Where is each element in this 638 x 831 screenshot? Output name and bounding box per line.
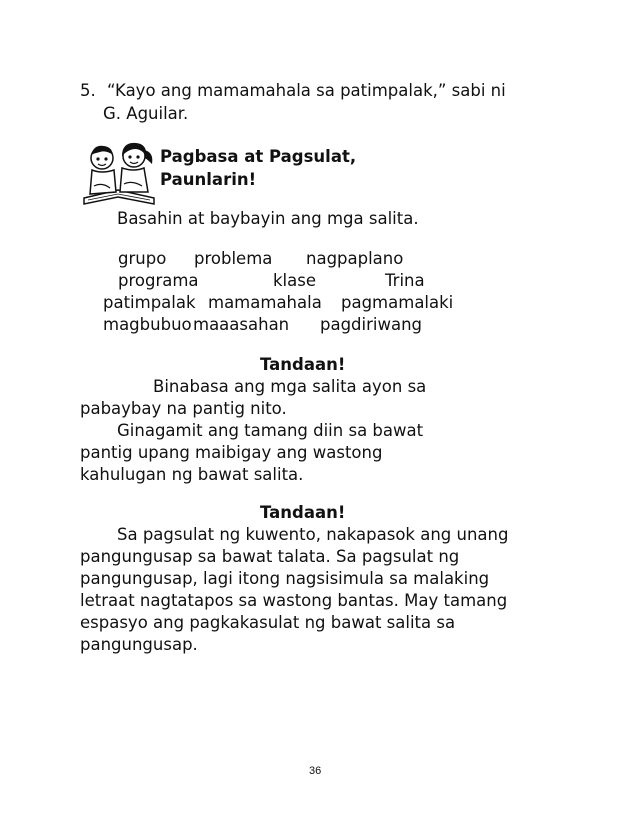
lesson-title-line-1: Pagbasa at Pagsulat, <box>160 147 357 166</box>
lesson-title-line-2: Paunlarin! <box>160 170 257 189</box>
children-reading-book-icon <box>78 140 162 210</box>
word-item: pagdiriwang <box>320 315 423 334</box>
tandaan-line: Binabasa ang mga salita ayon sa <box>153 377 427 396</box>
tandaan-line: Ginagamit ang tamang diin sa bawat <box>117 421 424 440</box>
tandaan-line: letraat nagtatapos sa wastong bantas. May tamang <box>80 591 508 610</box>
tandaan-line: pangungusap sa bawat talata. Sa pagsulat ng <box>80 547 460 566</box>
instruction-text: Basahin at baybayin ang mga salita. <box>117 209 419 228</box>
word-item: Trina <box>385 271 425 290</box>
tandaan-line: Sa pagsulat ng kuwento, nakapasok ang unang <box>117 525 509 544</box>
tandaan-line: pangungusap. <box>80 635 198 654</box>
word-item: problema <box>194 249 273 268</box>
word-item: pagmamalaki <box>341 293 454 312</box>
word-item: programa <box>118 271 199 290</box>
item-text-line-1: “Kayo ang mamamahala sa patimpalak,” sabi ni <box>107 81 506 100</box>
word-item: grupo <box>118 249 167 268</box>
word-item: nagpaplano <box>306 249 404 268</box>
item-number: 5. <box>80 81 96 100</box>
tandaan-line: kahulugan ng bawat salita. <box>80 465 304 484</box>
word-item: klase <box>273 271 316 290</box>
tandaan-line: pabaybay na pantig nito. <box>80 399 287 418</box>
page-number: 36 <box>309 765 322 777</box>
word-item: maaasahan <box>193 315 290 334</box>
tandaan-line: pantig upang maibigay ang wastong <box>80 443 383 462</box>
tandaan-heading: Tandaan! <box>260 355 346 374</box>
item-text-line-2: G. Aguilar. <box>103 104 189 123</box>
tandaan-heading: Tandaan! <box>260 503 346 522</box>
word-item: magbubuo <box>103 315 192 334</box>
tandaan-line: pangungusap, lagi itong nagsisimula sa malaking <box>80 569 490 588</box>
word-item: mamamahala <box>208 293 322 312</box>
tandaan-line: espasyo ang pagkakasulat ng bawat salita sa <box>80 613 456 632</box>
word-item: patimpalak <box>103 293 196 312</box>
